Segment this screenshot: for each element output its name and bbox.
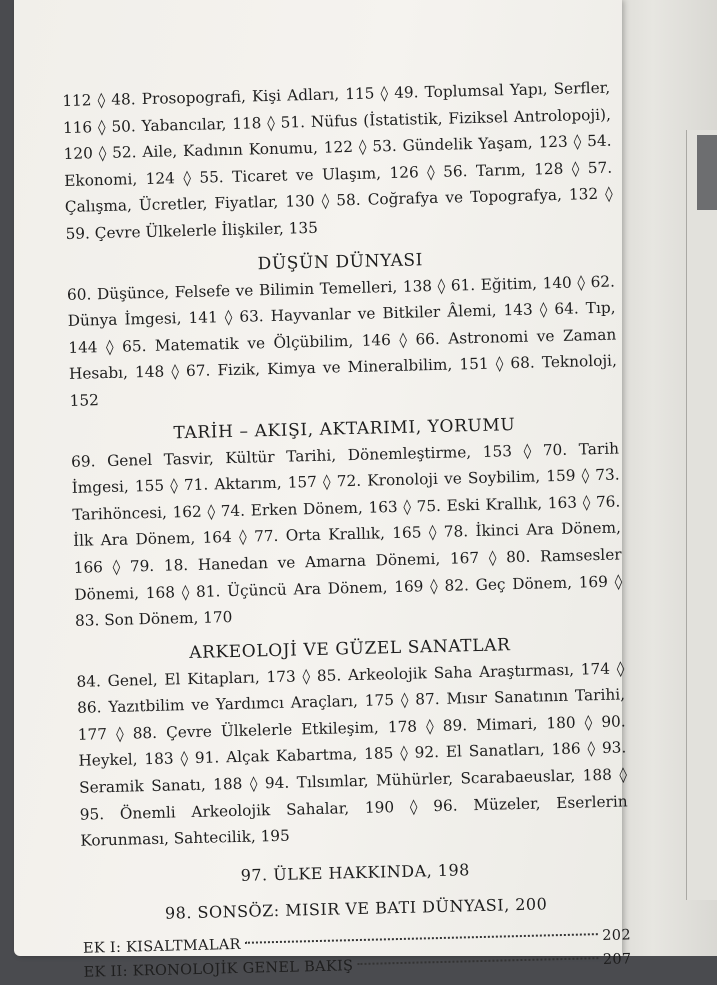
appendix-2-label: EK II: KRONOLOJİK GENEL BAKIŞ bbox=[83, 957, 354, 981]
toc-section-social: 112 ◊ 48. Prosopografi, Kişi Adları, 115 ◊ 49. Toplumsal Yapı, Serfler, 116 ◊ 50. Yabancılar, 118 ◊ 51. Nüfus (İstatistik, Fiziksel Antrolopoji), 120 ◊ 52. Aile, Kadının Konumu, 122 ◊ 53. Gündelik Yaşam, 123 ◊ 54. Ekonomi, 124 ◊ 55. Ticaret ve Ulaşım, 126 ◊ 56. Tarım, 128 ◊ 57. Çalışma, Ücretler, Fiyatlar, 130 ◊ 58. Coğrafya ve Topografya, 132 ◊ 59. Çevre Ülkelerle İlişkiler, 135 bbox=[62, 78, 613, 243]
appendix-1-label: EK I: KISALTMALAR bbox=[82, 936, 241, 957]
appendix-2-page: 207 bbox=[602, 951, 632, 968]
background-book-edge bbox=[686, 130, 717, 900]
book-page bbox=[14, 0, 632, 981]
background-dark-patch bbox=[697, 135, 717, 210]
toc-section-arkeoloji: 84. Genel, El Kitapları, 173 ◊ 85. Arkeolojik Saha Araştırması, 174 ◊ 86. Yazıtbilim ve Yardımcı Araçları, 175 ◊ 87. Mısır Sanatının Tarihi, 177 ◊ 88. Çevre Ülkelerle Etkileşim, 178 ◊ 89. Mimari, 180 ◊ 90. Heykel, 183 ◊ 91. Alçak Kabartma, 185 ◊ 92. El Sanatları, 186 ◊ 93. Seramik Sanatı, 188 ◊ 94. Tılsımlar, Mühürler, Scarabaeuslar, 188 ◊ 95. Önemli Arkeolojik Sahalar, 190 ◊ 96. Müzeler, Eserlerin Korunması, Sahtecilik, 195 bbox=[76, 659, 628, 851]
toc-entry-97: 97. ÜLKE HAKKINDA, 198 bbox=[240, 860, 471, 885]
leader-dots bbox=[357, 957, 599, 965]
heading-arkeoloji: ARKEOLOJİ VE GÜZEL SANATLAR bbox=[188, 634, 511, 663]
heading-dusun-dunyasi: DÜŞÜN DÜNYASI bbox=[257, 249, 424, 274]
appendix-1-page: 202 bbox=[602, 927, 632, 944]
toc-entry-98: 98. SONSÖZ: MISIR VE BATI DÜNYASI, 200 bbox=[164, 894, 548, 923]
toc-section-tarih: 69. Genel Tasvir, Kültür Tarihi, Dönemleştirme, 153 ◊ 70. Tarih İmgesi, 155 ◊ 71. Aktarım, 157 ◊ 72. Kronoloji ve Soybilim, 159 ◊ 73. Tarihöncesi, 162 ◊ 74. Erken Dönem, 163 ◊ 75. Eski Krallık, 163 ◊ 76. İlk Ara Dönem, 164 ◊ 77. Orta Krallık, 165 ◊ 78. İkinci Ara Dönem, 166 ◊ 79. 18. Hanedan ve Amarna Dönemi, 167 ◊ 80. Ramsesler Dönemi, 168 ◊ 81. Üçüncü Ara Dönem, 169 ◊ 82. Geç Dönem, 169 ◊ 83. Son Dönem, 170 bbox=[70, 439, 623, 630]
table-of-contents bbox=[62, 75, 632, 985]
heading-tarih: TARİH – AKIŞI, AKTARIMI, YORUMU bbox=[173, 414, 516, 443]
leader-dots bbox=[245, 933, 599, 944]
toc-section-dusun: 60. Düşünce, Felsefe ve Bilimin Temelleri, 138 ◊ 61. Eğitim, 140 ◊ 62. Dünya İmgesi, 141 ◊ 63. Hayvanlar ve Bitkiler Âlemi, 143 ◊ 64. Tıp, 144 ◊ 65. Matematik ve Ölçübilim, 146 ◊ 66. Astronomi ve Zaman Hesabı, 148 ◊ 67. Fizik, Kimya ve Mineralbilim, 151 ◊ 68. Teknoloji, 152 bbox=[66, 272, 618, 410]
